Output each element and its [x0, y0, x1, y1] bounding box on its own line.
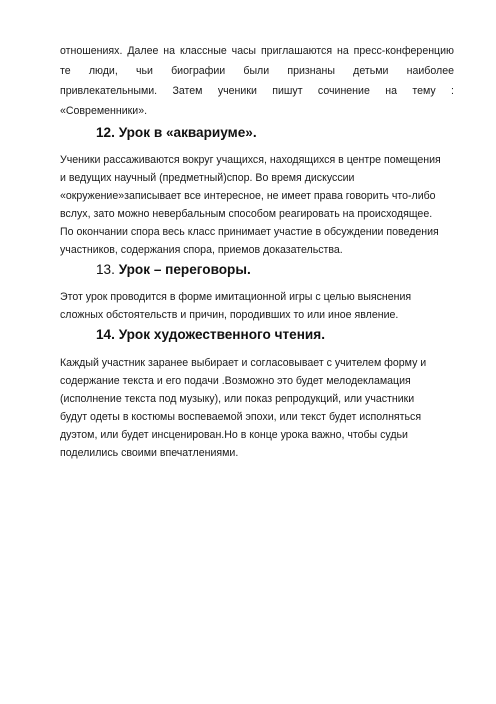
intro-line-2: те люди, чьи биографии были признаны детьми наиболее [60, 65, 454, 77]
section-12-line-4: вслух, зато можно невербальным способом реагировать на происходящее. [60, 208, 433, 220]
section-14-number: 14. [96, 327, 115, 342]
intro-line-3: привлекательными. Затем ученики пишут сочинение на тему : [60, 85, 454, 97]
section-14-line-2: содержание текста и его подачи .Возможно это будет мелодекламация [60, 375, 411, 387]
section-13-line-2: сложных обстоятельств и причин, породивших то или иное явление. [60, 309, 399, 321]
section-12-line-5: По окончании спора весь класс принимает участие в обсуждении поведения [60, 226, 439, 238]
section-14-title: Урок художественного чтения. [118, 327, 325, 342]
section-14-heading [96, 326, 325, 344]
section-13-title: Урок – переговоры. [118, 262, 251, 277]
section-12-line-2: и ведущих научный (предметный)спор. Во время дискуссии [60, 172, 355, 184]
section-12-title: Урок в «аквариуме». [118, 125, 257, 140]
section-14-line-3: (исполнение текста под музыку), или показ репродукций, или участники [60, 393, 415, 405]
section-13-heading [96, 261, 251, 279]
section-12-number: 12. [96, 125, 115, 140]
section-13-line-1: Этот урок проводится в форме имитационной игры с целью выяснения [60, 291, 412, 303]
intro-line-1: отношениях. Далее на классные часы приглашаются на пресс-конференцию [60, 45, 454, 57]
section-13-number: 13. [96, 262, 115, 277]
section-12-line-3: «окружение»записывает все интересное, не имеет права говорить что-либо [60, 190, 436, 202]
section-14-line-1: Каждый участник заранее выбирает и согласовывает с учителем форму и [60, 357, 427, 369]
section-12-line-1: Ученики рассаживаются вокруг учащихся, находящихся в центре помещения [60, 154, 441, 166]
section-14-line-5: дуэтом, или будет инсценирован.Но в конце урока важно, чтобы судьи [60, 429, 408, 441]
section-12-line-6: участников, содержания спора, приемов доказательства. [60, 244, 343, 256]
section-14-line-4: будут одеты в костюмы воспеваемой эпохи, или текст будет исполняться [60, 411, 422, 423]
section-12-heading [96, 124, 257, 142]
section-14-line-6: поделились своими впечатлениями. [60, 447, 239, 459]
intro-line-4: «Современники». [60, 105, 148, 117]
